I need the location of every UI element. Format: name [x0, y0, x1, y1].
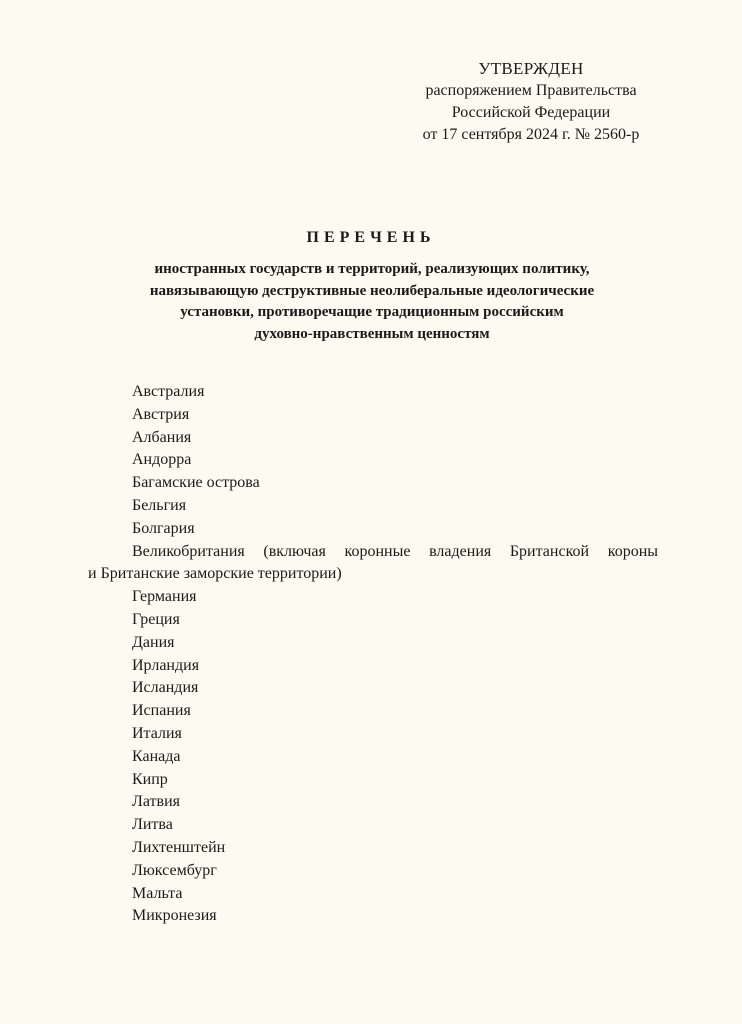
list-item: Андорра [132, 451, 192, 469]
list-item: Дания [132, 633, 175, 651]
document-title: ПЕРЕЧЕНЬ [306, 229, 436, 246]
list-item: Микронезия [132, 907, 217, 925]
list-item: Лихтенштейн [132, 838, 226, 856]
subtitle-line-4: духовно-нравственным ценностям [254, 325, 490, 342]
list-item: Албания [132, 428, 192, 446]
list-item: Багамские острова [132, 474, 260, 492]
list-item: Мальта [132, 884, 183, 902]
approval-line-3: от 17 сентября 2024 г. № 2560-р [422, 126, 640, 143]
list-item: Италия [132, 724, 182, 742]
approval-line-2: Российской Федерации [451, 104, 611, 121]
list-item: Канада [132, 747, 181, 765]
subtitle-line-2: навязывающую деструктивные неолиберальные идеологические [149, 282, 595, 299]
subtitle-line-3: установки, противоречащие традиционным российским [180, 304, 564, 320]
approval-block [404, 58, 658, 146]
list-item [0, 541, 742, 587]
list-item: Бельгия [132, 496, 187, 514]
country-list [0, 381, 742, 928]
list-item: Литва [132, 816, 173, 834]
list-item: Греция [132, 610, 180, 628]
approval-line-1: распоряжением Правительства [425, 82, 637, 99]
approval-heading: УТВЕРЖДЕН [478, 59, 584, 78]
list-item: Люксембург [132, 861, 217, 879]
list-item: Болгария [132, 519, 195, 537]
list-item: Испания [132, 702, 191, 720]
list-item: Германия [132, 588, 197, 606]
subtitle-line-1: иностранных государств и территорий, реализующих политику, [154, 261, 590, 277]
list-item: Ирландия [132, 656, 200, 674]
list-item: Австралия [132, 383, 205, 400]
list-item-line-1: Великобритания (включая коронные владения Британской короны [132, 542, 658, 560]
list-item: Австрия [132, 405, 190, 423]
document-subtitle [100, 259, 644, 345]
list-item-line-2: и Британские заморские территории) [88, 565, 342, 583]
list-item: Латвия [132, 793, 181, 811]
list-item: Кипр [132, 770, 168, 788]
list-item: Исландия [132, 679, 199, 697]
